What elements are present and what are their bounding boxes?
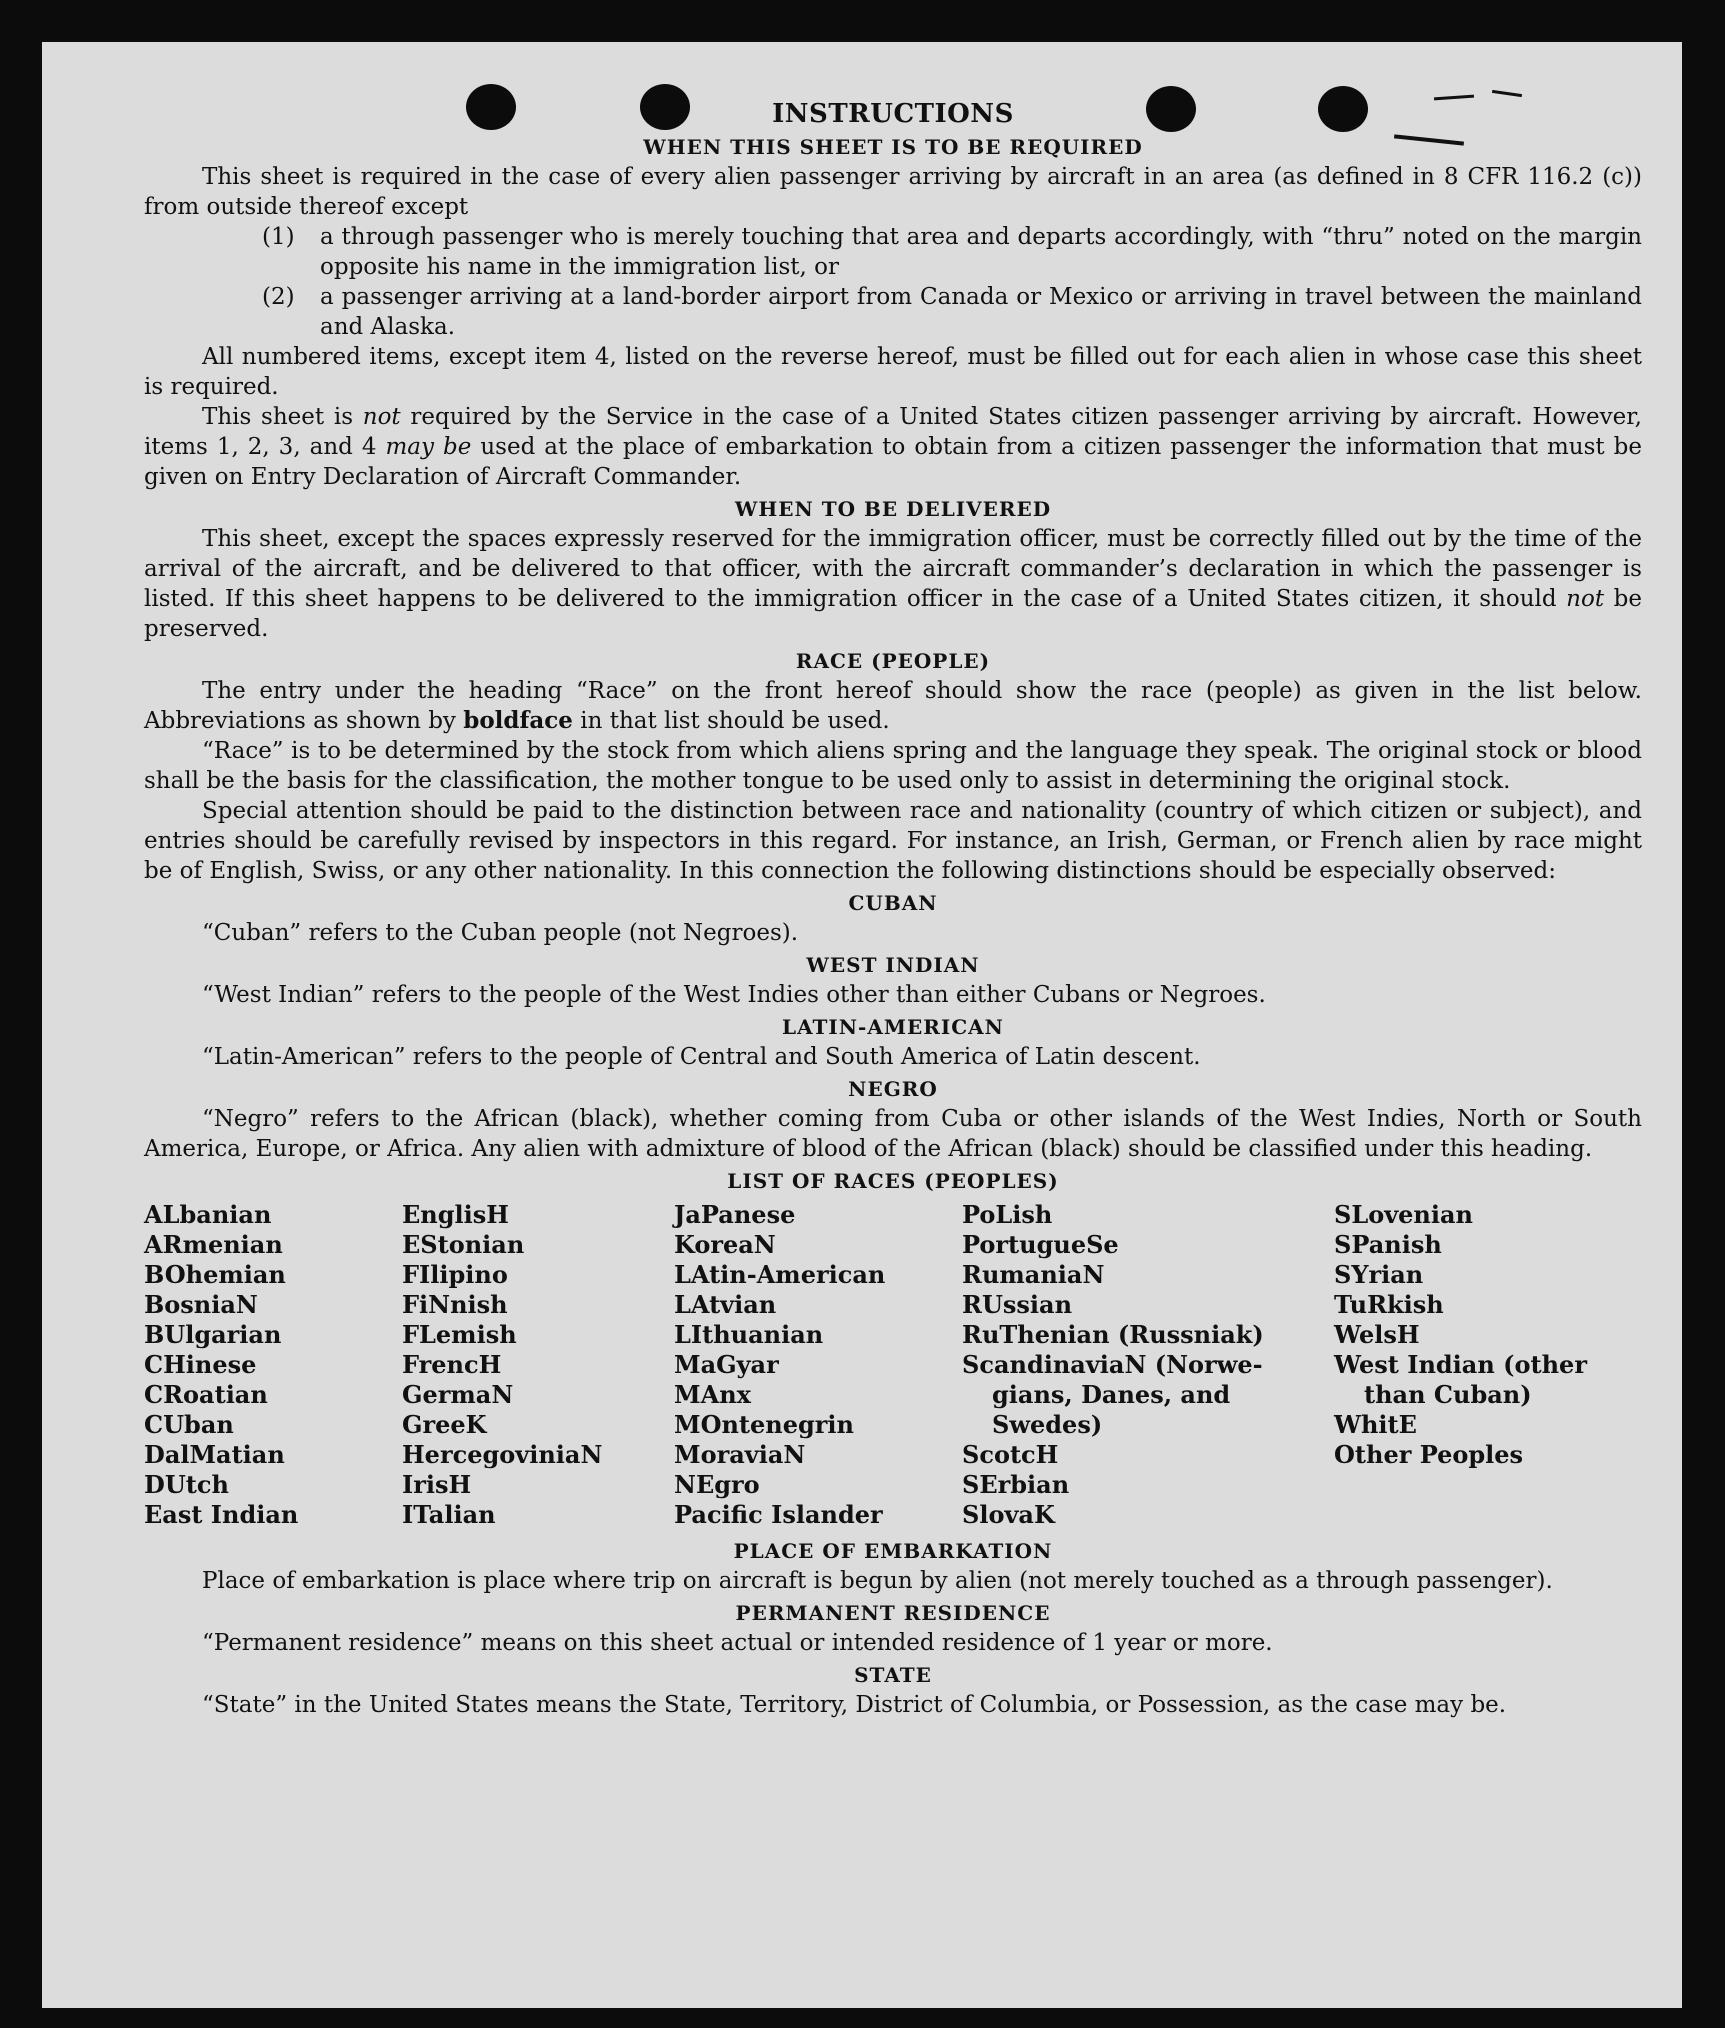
race-item: CRoatian <box>144 1380 268 1409</box>
heading-state: STATE <box>854 1663 932 1687</box>
races-column-3 <box>674 1200 962 1530</box>
race-item: NEgro <box>674 1470 760 1499</box>
race-item: DalMatian <box>144 1440 285 1469</box>
heading-negro: NEGRO <box>848 1077 938 1101</box>
race-item: DUtch <box>144 1470 229 1499</box>
pen-mark <box>1492 90 1522 97</box>
race-item: MAnx <box>674 1380 751 1409</box>
heading-list-of-races: LIST OF RACES (PEOPLES) <box>727 1169 1059 1193</box>
heading-permanent-residence: PERMANENT RESIDENCE <box>735 1601 1051 1625</box>
race-item: CHinese <box>144 1350 257 1379</box>
list-item <box>144 282 1642 342</box>
race-item: SLovenian <box>1334 1200 1473 1229</box>
paragraph: All numbered items, except item 4, listed on the reverse hereof, must be filled out for each alien in whose case this sheet is required. <box>144 344 1642 400</box>
race-item: West Indian (other <box>1334 1350 1587 1379</box>
race-item: FLemish <box>402 1320 517 1349</box>
italic-text: may be <box>385 434 472 460</box>
race-item: EnglisH <box>402 1200 509 1229</box>
paragraph: “Cuban” refers to the Cuban people (not Negroes). <box>202 920 799 946</box>
text-run: be preserved. <box>144 586 1642 642</box>
race-item: Other Peoples <box>1334 1440 1524 1469</box>
race-item: SErbian <box>962 1470 1070 1499</box>
race-item: BOhemian <box>144 1260 286 1289</box>
race-item: BUlgarian <box>144 1320 282 1349</box>
paragraph: Special attention should be paid to the distinction between race and nationality (country of which citizen or subject), and entries should be carefully revised by inspectors in this regard. For instance, an Irish, German, or French alien by race might be of English, Swiss, or any other nationality. In this connection the following distinctions should be especially observed: <box>144 798 1642 884</box>
race-item: SYrian <box>1334 1260 1424 1289</box>
paragraph <box>144 676 1642 736</box>
race-item: GermaN <box>402 1380 514 1409</box>
text-run: This sheet, except the spaces expressly reserved for the immigration officer, must be correctly filled out by the time of the arrival of the aircraft, and be delivered to that officer, with the aircraft commander’s declaration in which the passenger is listed. If this sheet happens to be delivered to the immigration officer in the case of a United States citizen, it should <box>144 526 1642 612</box>
heading-latin-american: LATIN-AMERICAN <box>782 1015 1004 1039</box>
race-item: ScandinaviaN (Norwe- <box>962 1350 1263 1379</box>
races-column-4 <box>962 1200 1334 1530</box>
race-item: EStonian <box>402 1230 525 1259</box>
race-item: LAtin-American <box>674 1260 886 1289</box>
race-item: MoraviaN <box>674 1440 806 1469</box>
race-item: ScotcH <box>962 1440 1059 1469</box>
race-item: PoLish <box>962 1200 1053 1229</box>
race-item: WhitE <box>1334 1410 1417 1439</box>
race-item: MaGyar <box>674 1350 779 1379</box>
item-number: (1) <box>262 224 295 250</box>
item-text: a through passenger who is merely touching that area and departs accordingly, with “thru” noted on the margin opposite his name in the immigration list, or <box>320 224 1642 280</box>
races-column-5 <box>1334 1200 1634 1530</box>
races-column-2 <box>402 1200 674 1530</box>
race-item: CUban <box>144 1410 234 1439</box>
heading-west-indian: WEST INDIAN <box>806 953 980 977</box>
race-item-continued: Swedes) <box>992 1410 1103 1439</box>
item-number: (2) <box>262 284 295 310</box>
text-run: This sheet is <box>202 404 363 430</box>
list-item <box>144 222 1642 282</box>
race-item: TuRkish <box>1334 1290 1444 1319</box>
paragraph: “West Indian” refers to the people of the West Indies other than either Cubans or Negroes. <box>202 982 1266 1008</box>
paragraph: “Negro” refers to the African (black), whether coming from Cuba or other islands of the West Indies, North or South America, Europe, or Africa. Any alien with admixture of blood of the African (black) should be classified under this heading. <box>144 1106 1642 1162</box>
race-item: LIthuanian <box>674 1320 824 1349</box>
race-item: PortugueSe <box>962 1230 1119 1259</box>
race-item: FiNnish <box>402 1290 508 1319</box>
race-item: GreeK <box>402 1410 487 1439</box>
item-text: a passenger arriving at a land-border airport from Canada or Mexico or arriving in travel between the mainland and Alaska. <box>320 284 1642 340</box>
text-run: used at the place of embarkation to obtain from a citizen passenger the information that must be given on Entry Declaration of Aircraft Commander. <box>144 434 1642 490</box>
text-run: required by the Service in the case of a United States citizen passenger arriving by aircraft. However, items 1, 2, 3, and 4 <box>144 404 1642 460</box>
paragraph <box>144 524 1642 644</box>
race-item: LAtvian <box>674 1290 777 1319</box>
paragraph: “State” in the United States means the State, Territory, District of Columbia, or Possession, as the case may be. <box>202 1692 1507 1718</box>
heading-place-of-embarkation: PLACE OF EMBARKATION <box>733 1539 1053 1563</box>
bold-text: boldface <box>463 707 573 734</box>
race-item: KoreaN <box>674 1230 776 1259</box>
race-item: JaPanese <box>674 1200 796 1229</box>
paragraph <box>144 402 1642 492</box>
race-item: East Indian <box>144 1500 299 1529</box>
race-item-continued: gians, Danes, and <box>992 1380 1231 1409</box>
race-item: IrisH <box>402 1470 472 1499</box>
paragraph: This sheet is required in the case of every alien passenger arriving by aircraft in an area (as defined in 8 CFR 116.2 (c)) from outside thereof except <box>144 164 1642 220</box>
paragraph: “Latin-American” refers to the people of Central and South America of Latin descent. <box>202 1044 1201 1070</box>
race-item: FrencH <box>402 1350 502 1379</box>
race-item: RuThenian (Russniak) <box>962 1320 1264 1349</box>
race-item-continued: than Cuban) <box>1364 1380 1532 1409</box>
heading-when-required: WHEN THIS SHEET IS TO BE REQUIRED <box>643 135 1143 159</box>
races-column-1 <box>144 1200 402 1530</box>
race-item: ARmenian <box>144 1230 283 1259</box>
race-item: SlovaK <box>962 1500 1055 1529</box>
race-item: RumaniaN <box>962 1260 1105 1289</box>
race-item: WelsH <box>1334 1320 1420 1349</box>
italic-text: not <box>1566 586 1605 612</box>
document-sheet <box>42 42 1682 2008</box>
instructions-content <box>144 98 1642 1720</box>
paragraph: “Permanent residence” means on this sheet actual or intended residence of 1 year or more. <box>202 1630 1273 1656</box>
race-item: Pacific Islander <box>674 1500 883 1529</box>
heading-when-delivered: WHEN TO BE DELIVERED <box>734 497 1052 521</box>
text-run: in that list should be used. <box>572 708 890 734</box>
races-list <box>144 1200 1642 1530</box>
race-item: HercegoviniaN <box>402 1440 603 1469</box>
race-item: ITalian <box>402 1500 496 1529</box>
race-item: RUssian <box>962 1290 1073 1319</box>
heading-race: RACE (PEOPLE) <box>795 649 991 673</box>
heading-cuban: CUBAN <box>848 891 938 915</box>
text-run: The entry under the heading “Race” on the front hereof should show the race (people) as given in the list below. Abbreviations as shown by <box>144 678 1642 734</box>
race-item: ALbanian <box>144 1200 272 1229</box>
page-title: INSTRUCTIONS <box>772 99 1014 129</box>
paragraph: Place of embarkation is place where trip on aircraft is begun by alien (not merely touched as a through passenger). <box>202 1568 1553 1594</box>
paragraph: “Race” is to be determined by the stock from which aliens spring and the language they speak. The original stock or blood shall be the basis for the classification, the mother tongue to be used only to assist in determining the original stock. <box>144 738 1642 794</box>
race-item: SPanish <box>1334 1230 1442 1259</box>
race-item: MOntenegrin <box>674 1410 854 1439</box>
race-item: BosniaN <box>144 1290 258 1319</box>
race-item: FIlipino <box>402 1260 508 1289</box>
italic-text: not <box>362 404 401 430</box>
